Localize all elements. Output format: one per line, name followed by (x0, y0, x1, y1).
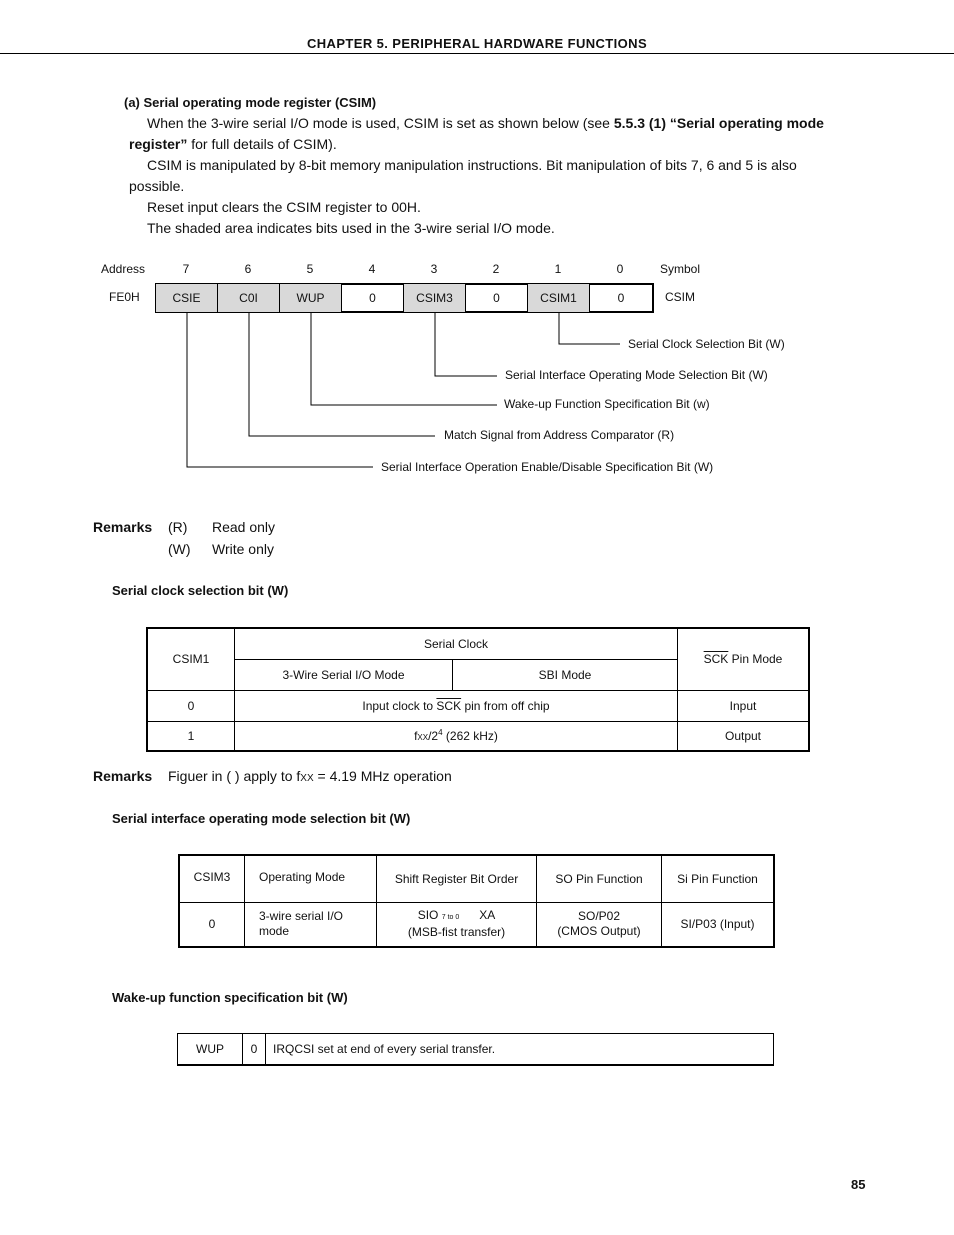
register-bit-7: CSIE (156, 284, 218, 312)
desc-wup: Wake-up Function Specification Bit (w) (504, 397, 710, 411)
r-mode-line2: mode (259, 924, 290, 939)
row1-tail: (262 kHz) (442, 729, 498, 744)
remarks2-pre: Figuer in ( ) apply to f (168, 768, 301, 784)
row0-sck: $\overline{SCK}$ (436, 698, 462, 713)
remark-w-text: Write only (212, 541, 274, 557)
col-csim1: CSIM1 (147, 628, 235, 690)
r-so-line1: SO/P02 (577, 909, 621, 924)
page-number: 85 (851, 1177, 866, 1192)
remarks-label: Remarks (93, 519, 153, 535)
row0-value: 0 (147, 690, 235, 721)
wakeup-c1: WUP (178, 1034, 243, 1065)
register-bit-0: 0 (617, 291, 625, 305)
register-bit-6: C0I (218, 284, 280, 312)
pin-mode-text: Pin Mode (728, 652, 783, 667)
cross-reference: 5.5.3 (1) “Serial operating mode (613, 115, 824, 131)
r-order-xa: XA (479, 908, 496, 923)
row0-clock-pre: Input clock to (362, 698, 437, 713)
register-bit-5: WUP (280, 284, 342, 312)
r-order-line2: (MSB-fist transfer) (407, 925, 506, 940)
row1-mode: Output (678, 721, 810, 751)
r-so (537, 902, 662, 947)
r-order-sub: 7 to 0 (441, 914, 460, 922)
h-so: SO Pin Function (537, 855, 662, 902)
desc-csim3: Serial Interface Operating Mode Selection Bit (W) (505, 368, 768, 382)
row0-mode: Input (678, 690, 810, 721)
row1-sup: 4 (438, 728, 443, 738)
r-value: 0 (179, 902, 245, 947)
paragraph-1-tail: for full details of CSIM). (187, 136, 337, 152)
row1-mid: /2 (428, 729, 439, 744)
r-order-sio: SIO (417, 908, 439, 923)
row0-clock-post: pin from off chip (461, 698, 550, 713)
paragraph-3: Reset input clears the CSIM register to 00H. (147, 199, 421, 215)
row1-f: f (414, 729, 418, 744)
h-order: Shift Register Bit Order (377, 855, 537, 902)
bit-number-5: 5 (306, 262, 314, 276)
register-address: FE0H (109, 290, 140, 304)
remark-r-code: (R) (168, 519, 188, 535)
wakeup-c3: IRQCSI set at end of every serial transfer. (266, 1034, 774, 1065)
paragraph-4: The shaded area indicates bits used in the 3-wire serial I/O mode. (147, 220, 555, 236)
bit-number-3: 3 (430, 262, 438, 276)
paragraph-2-cont: possible. (129, 178, 185, 194)
register-symbol: CSIM (665, 290, 695, 304)
remarks2-text (168, 766, 452, 789)
register-bit-3: CSIM3 (404, 284, 466, 312)
bit-number-2: 2 (492, 262, 500, 276)
bit-leader-lines (0, 0, 954, 500)
row1-value: 1 (147, 721, 235, 751)
register-bit-4: 0 (342, 284, 404, 312)
bit-number-4: 4 (368, 262, 376, 276)
cross-reference-tail: register” (129, 136, 188, 152)
h-si: Si Pin Function (662, 855, 775, 902)
remarks2-label: Remarks (93, 768, 153, 784)
wakeup-c2: 0 (243, 1034, 266, 1065)
mode-heading: Serial interface operating mode selection bit (W) (112, 811, 411, 826)
row1-sub: XX (417, 733, 429, 743)
paragraph-2: CSIM is manipulated by 8-bit memory manipulation instructions. Bit manipulation of bits 7, 6 and 5 is also (147, 157, 797, 173)
remark-w-code: (W) (168, 541, 191, 557)
wakeup-heading: Wake-up function specification bit (W) (112, 990, 348, 1005)
chapter-header: CHAPTER 5. PERIPHERAL HARDWARE FUNCTIONS (306, 36, 648, 51)
wakeup-table (177, 1033, 774, 1066)
register-bit-1: CSIM1 (528, 284, 590, 312)
desc-coi: Match Signal from Address Comparator (R) (444, 428, 675, 442)
remark-r-text: Read only (212, 519, 276, 535)
bit-number-1: 1 (554, 262, 562, 276)
symbol-label: Symbol (660, 262, 701, 276)
desc-csie: Serial Interface Operation Enable/Disable Specification Bit (W) (381, 460, 714, 474)
h-mode: Operating Mode (245, 855, 377, 902)
register-bit-2: 0 (466, 284, 528, 312)
r-si: SI/P03 (Input) (662, 902, 775, 947)
desc-csim1: Serial Clock Selection Bit (W) (628, 337, 785, 351)
r-mode (245, 902, 377, 947)
col-sck-pin-mode (678, 628, 810, 690)
clock-table (146, 627, 810, 752)
remarks2-sub: XX (300, 773, 314, 784)
r-order-line1 (383, 908, 530, 925)
r-order (377, 902, 537, 947)
bit-number-7: 7 (182, 262, 190, 276)
col-3wire: 3-Wire Serial I/O Mode (235, 659, 453, 690)
r-so-line2: (CMOS Output) (557, 924, 641, 939)
row0-clock (235, 690, 678, 721)
address-label: Address (101, 262, 146, 276)
clock-heading: Serial clock selection bit (W) (112, 583, 289, 598)
col-sbi: SBI Mode (453, 659, 678, 690)
mode-table (178, 854, 775, 948)
bit-number-0: 0 (616, 262, 624, 276)
section-heading: (a) Serial operating mode register (CSIM) (124, 95, 377, 110)
remarks2-post: = 4.19 MHz operation (313, 768, 452, 784)
sck-overline: $\overline{SCK}$ (703, 652, 729, 667)
h-csim3: CSIM3 (179, 855, 245, 902)
col-serial-clock: Serial Clock (235, 628, 678, 659)
paragraph-1-text: When the 3-wire serial I/O mode is used, CSIM is set as shown below (see (147, 115, 614, 131)
bit-number-6: 6 (244, 262, 252, 276)
row1-clock (235, 721, 678, 751)
r-mode-line1: 3-wire serial I/O (259, 909, 344, 924)
